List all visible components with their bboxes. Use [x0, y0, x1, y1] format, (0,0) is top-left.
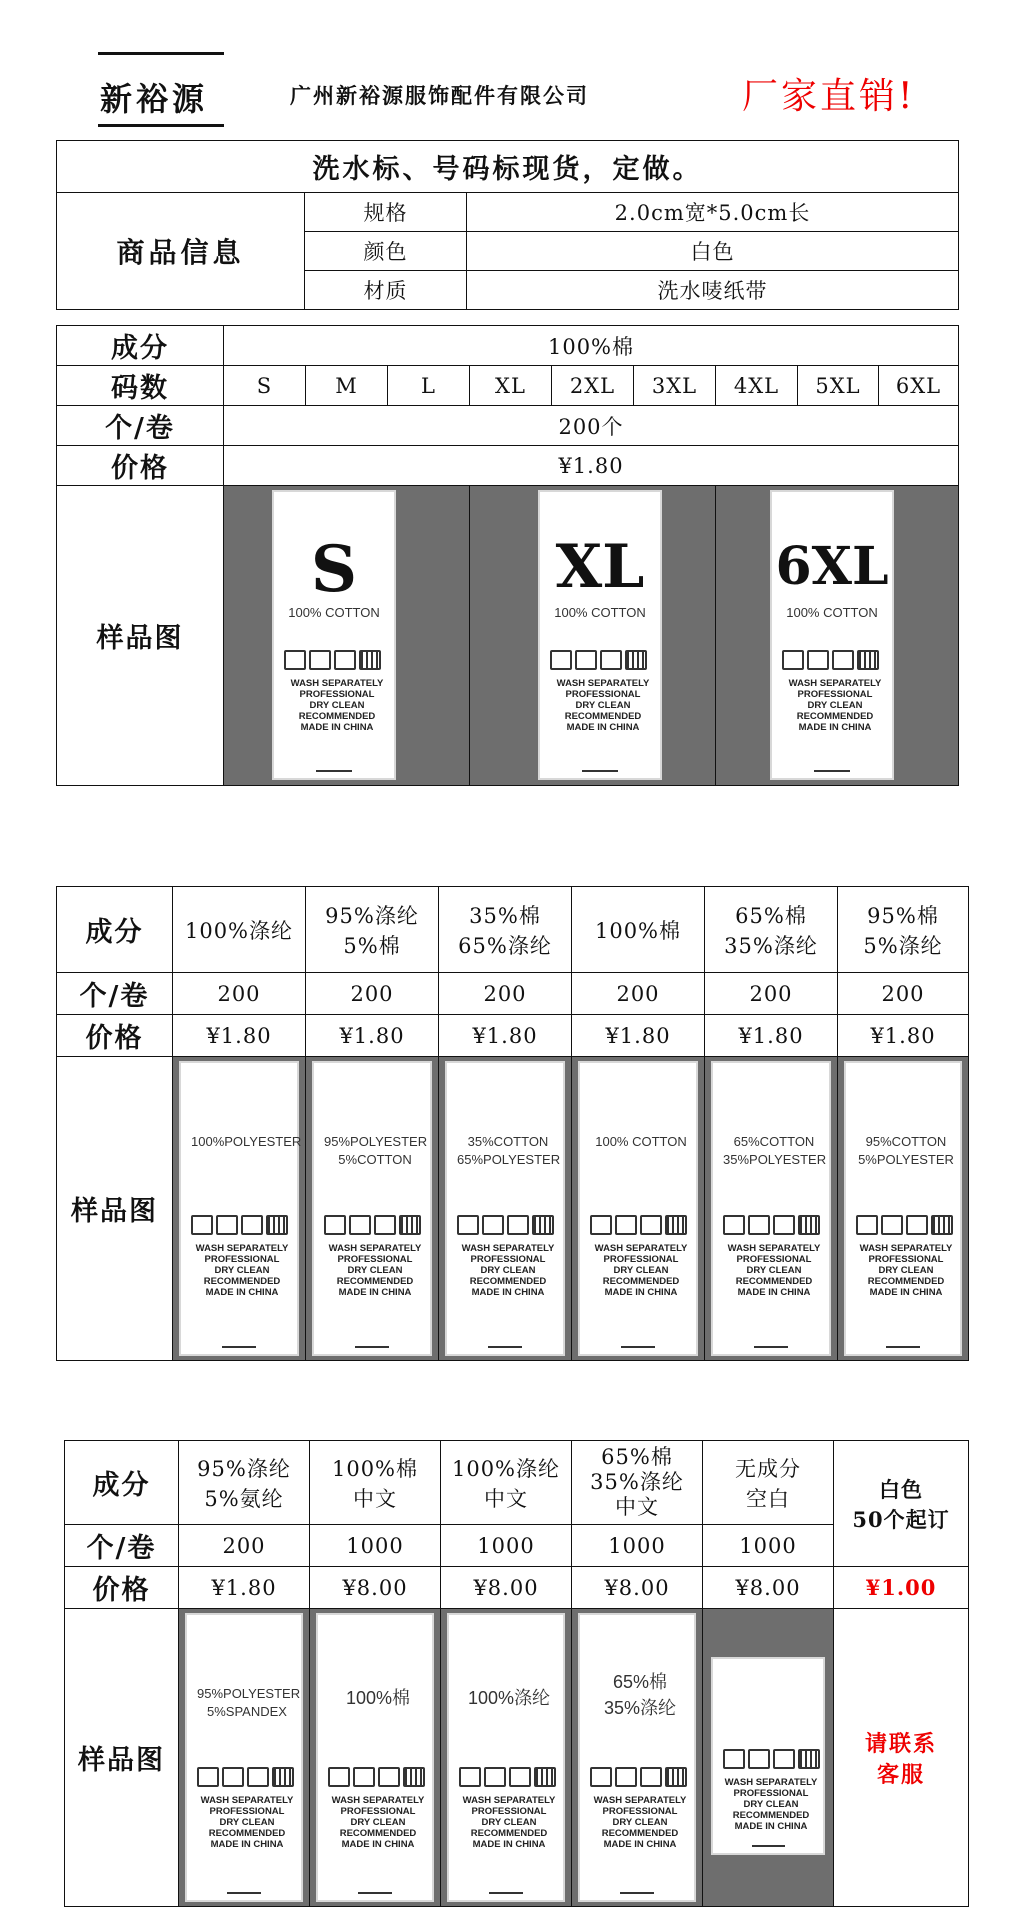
composition-label: 成分 — [57, 887, 173, 973]
dry-icon — [665, 1215, 687, 1235]
wash-icon — [324, 1215, 346, 1235]
price-value: ¥1.80 — [224, 446, 959, 486]
bleach-icon — [349, 1215, 371, 1235]
comp-cell: 35%棉 65%涤纶 — [439, 887, 572, 973]
composition-label: 成分 — [57, 326, 224, 366]
brand-top-line — [98, 52, 224, 55]
wash-icon — [590, 1215, 612, 1235]
care-label-tag — [312, 1061, 432, 1356]
iron-icon — [247, 1767, 269, 1787]
care-label-tag — [578, 1613, 696, 1902]
iron-icon — [640, 1215, 662, 1235]
care-text: WASH SEPARATELY PROFESSIONAL DRY CLEAN RECOMMENDED MADE IN CHINA — [290, 678, 384, 733]
tag-composition: 100%棉 — [345, 1688, 411, 1708]
iron-icon — [241, 1215, 263, 1235]
brand-name: 新裕源 — [100, 80, 209, 118]
care-text: WASH SEPARATELY PROFESSIONAL DRY CLEAN RECOMMENDED MADE IN CHINA — [556, 678, 650, 733]
qty-cell: 200 — [572, 973, 705, 1015]
price-cell: ¥1.80 — [439, 1015, 572, 1057]
size-label: 码数 — [57, 366, 224, 406]
wash-icon — [459, 1767, 481, 1787]
sample-cell — [306, 1057, 439, 1361]
comp-cell: 无成分 空白 — [703, 1441, 834, 1525]
care-text: WASH SEPARATELY PROFESSIONAL DRY CLEAN RECOMMENDED MADE IN CHINA — [859, 1243, 953, 1298]
per-roll-label: 个/卷 — [57, 973, 173, 1015]
company-name: 广州新裕源服饰配件有限公司 — [290, 83, 589, 108]
care-icons — [856, 1215, 953, 1237]
tag-line — [355, 1346, 390, 1348]
bleach-icon — [482, 1215, 504, 1235]
tag-line — [752, 1845, 785, 1847]
qty-cell: 200 — [306, 973, 439, 1015]
dry-icon — [931, 1215, 953, 1235]
wash-icon — [284, 650, 306, 670]
tag-composition: 35%COTTON 65%POLYESTER — [457, 1134, 561, 1167]
tag-line — [754, 1346, 789, 1348]
qty-cell: 1000 — [441, 1525, 572, 1567]
material-label: 材质 — [305, 271, 467, 310]
dry-icon — [272, 1767, 294, 1787]
dry-icon — [403, 1767, 425, 1787]
sample-cell — [572, 1057, 705, 1361]
brand-bottom-line — [98, 124, 224, 127]
qty-cell: 1000 — [572, 1525, 703, 1567]
comp-cell: 100%棉 — [572, 887, 705, 973]
iron-icon — [773, 1749, 795, 1769]
care-text: WASH SEPARATELY PROFESSIONAL DRY CLEAN RECOMMENDED MADE IN CHINA — [724, 1777, 818, 1832]
size-cell: S — [224, 366, 306, 406]
qty-cell: 200 — [179, 1525, 310, 1567]
comp-cell: 95%涤纶 5%棉 — [306, 887, 439, 973]
material-value: 洗水唛纸带 — [467, 271, 959, 310]
size-tag-xl — [538, 490, 662, 780]
size-cell: 3XL — [634, 366, 716, 406]
care-text: WASH SEPARATELY PROFESSIONAL DRY CLEAN RECOMMENDED MADE IN CHINA — [593, 1795, 687, 1850]
tag-composition: 65%棉 35%涤纶 — [603, 1672, 677, 1718]
care-icons — [590, 1767, 687, 1789]
wash-icon — [191, 1215, 213, 1235]
sample-label: 样品图 — [65, 1609, 179, 1907]
size-cell: L — [388, 366, 470, 406]
tag-line — [316, 770, 352, 772]
dry-icon — [359, 650, 381, 670]
tag-line — [621, 1346, 656, 1348]
price-cell: ¥1.80 — [306, 1015, 439, 1057]
size-tag-s — [272, 490, 396, 780]
tag-line — [620, 1892, 654, 1894]
care-icons — [723, 1215, 820, 1237]
sample-cell — [572, 1609, 703, 1907]
care-text: WASH SEPARATELY PROFESSIONAL DRY CLEAN RECOMMENDED MADE IN CHINA — [788, 678, 882, 733]
size-cell: XL — [470, 366, 552, 406]
size-label-table — [56, 325, 959, 786]
tag-line — [489, 1892, 523, 1894]
tag-line — [582, 770, 618, 772]
iron-icon — [507, 1215, 529, 1235]
qty-cell: 1000 — [310, 1525, 441, 1567]
care-text: WASH SEPARATELY PROFESSIONAL DRY CLEAN RECOMMENDED MADE IN CHINA — [727, 1243, 821, 1298]
wash-icon — [856, 1215, 878, 1235]
care-text: WASH SEPARATELY PROFESSIONAL DRY CLEAN RECOMMENDED MADE IN CHINA — [594, 1243, 688, 1298]
bleach-icon — [309, 650, 331, 670]
per-roll-label: 个/卷 — [57, 406, 224, 446]
price-cell: ¥1.80 — [838, 1015, 969, 1057]
price-cell: ¥8.00 — [572, 1567, 703, 1609]
white-price: ¥1.00 — [834, 1567, 969, 1609]
sample-cell — [439, 1057, 572, 1361]
care-label-tag — [711, 1061, 831, 1356]
comp-cell: 100%涤纶 — [173, 887, 306, 973]
care-label-tag — [711, 1657, 825, 1855]
tag-line — [358, 1892, 392, 1894]
composition-table-2 — [64, 1440, 969, 1907]
iron-icon — [773, 1215, 795, 1235]
bleach-icon — [748, 1215, 770, 1235]
composition-table-1 — [56, 886, 969, 1361]
care-text: WASH SEPARATELY PROFESSIONAL DRY CLEAN RECOMMENDED MADE IN CHINA — [200, 1795, 294, 1850]
size-cell: 2XL — [552, 366, 634, 406]
tag-composition: 100% COTTON — [786, 605, 878, 620]
sample-cell — [179, 1609, 310, 1907]
size-cell: 5XL — [798, 366, 879, 406]
tag-composition: 100%POLYESTER — [191, 1134, 302, 1149]
sample-cell — [838, 1057, 969, 1361]
care-icons — [191, 1215, 288, 1237]
care-icons — [723, 1749, 820, 1771]
dry-icon — [798, 1215, 820, 1235]
price-cell: ¥1.80 — [179, 1567, 310, 1609]
sample-cell — [703, 1609, 834, 1907]
care-icons — [328, 1767, 425, 1789]
price-cell: ¥8.00 — [441, 1567, 572, 1609]
qty-cell: 200 — [173, 973, 306, 1015]
care-icons — [457, 1215, 554, 1237]
iron-icon — [640, 1767, 662, 1787]
care-text: WASH SEPARATELY PROFESSIONAL DRY CLEAN RECOMMENDED MADE IN CHINA — [328, 1243, 422, 1298]
tag-composition: 95%POLYESTER 5%COTTON — [324, 1134, 428, 1167]
wash-icon — [590, 1767, 612, 1787]
tag-size-text: XL — [555, 532, 645, 602]
tag-line — [227, 1892, 261, 1894]
dry-icon — [399, 1215, 421, 1235]
care-icons — [324, 1215, 421, 1237]
dry-icon — [665, 1767, 687, 1787]
wash-icon — [550, 650, 572, 670]
price-label: 价格 — [57, 446, 224, 486]
iron-icon — [600, 650, 622, 670]
qty-cell: 200 — [838, 973, 969, 1015]
product-info-table — [56, 140, 959, 310]
iron-icon — [374, 1215, 396, 1235]
tag-composition: 100% COTTON — [554, 605, 646, 620]
care-text: WASH SEPARATELY PROFESSIONAL DRY CLEAN RECOMMENDED MADE IN CHINA — [195, 1243, 289, 1298]
tag-composition: 100%涤纶 — [467, 1688, 551, 1708]
bleach-icon — [575, 650, 597, 670]
price-label: 价格 — [65, 1567, 179, 1609]
bleach-icon — [484, 1767, 506, 1787]
sample-cell — [441, 1609, 572, 1907]
size-tag-6xl — [770, 490, 894, 780]
care-label-tag — [844, 1061, 962, 1356]
dry-icon — [798, 1749, 820, 1769]
tag-composition: 100% COTTON — [288, 605, 380, 620]
sample-cell — [470, 486, 716, 786]
wash-icon — [782, 650, 804, 670]
bleach-icon — [222, 1767, 244, 1787]
tag-size-text: 6XL — [775, 536, 889, 597]
tag-composition: 100% COTTON — [595, 1134, 687, 1149]
care-text: WASH SEPARATELY PROFESSIONAL DRY CLEAN RECOMMENDED MADE IN CHINA — [461, 1243, 555, 1298]
iron-icon — [378, 1767, 400, 1787]
white-min-order-note: 白色 50个起订 — [834, 1441, 969, 1567]
tag-size-text: S — [310, 532, 358, 607]
care-label-tag — [445, 1061, 565, 1356]
care-icons — [550, 650, 647, 672]
color-label: 颜色 — [305, 232, 467, 271]
care-icons — [459, 1767, 556, 1789]
comp-cell: 65%棉 35%涤纶 — [705, 887, 838, 973]
color-value: 白色 — [467, 232, 959, 271]
care-label-tag — [316, 1613, 434, 1902]
price-cell: ¥8.00 — [310, 1567, 441, 1609]
wash-icon — [723, 1749, 745, 1769]
wash-icon — [197, 1767, 219, 1787]
tag-line — [814, 770, 850, 772]
price-label: 价格 — [57, 1015, 173, 1057]
bleach-icon — [615, 1215, 637, 1235]
spec-label: 规格 — [305, 193, 467, 232]
tag-composition: 95%COTTON 5%POLYESTER — [858, 1134, 954, 1167]
bleach-icon — [881, 1215, 903, 1235]
dry-icon — [266, 1215, 288, 1235]
care-icons — [782, 650, 879, 672]
table-title: 洗水标、号码标现货，定做。 — [57, 141, 959, 193]
sample-label: 样品图 — [57, 486, 224, 786]
sample-cell — [716, 486, 959, 786]
comp-cell: 65%棉 35%涤纶 中文 — [572, 1441, 703, 1525]
composition-value: 100%棉 — [224, 326, 959, 366]
per-roll-value: 200个 — [224, 406, 959, 446]
dry-icon — [534, 1767, 556, 1787]
slogan: 厂家直销! — [742, 76, 916, 117]
comp-cell: 95%涤纶 5%氨纶 — [179, 1441, 310, 1525]
qty-cell: 1000 — [703, 1525, 834, 1567]
bleach-icon — [615, 1767, 637, 1787]
iron-icon — [509, 1767, 531, 1787]
price-cell: ¥8.00 — [703, 1567, 834, 1609]
dry-icon — [625, 650, 647, 670]
contact-service-note: 请联系 客服 — [834, 1609, 969, 1907]
dry-icon — [532, 1215, 554, 1235]
bleach-icon — [748, 1749, 770, 1769]
tag-line — [886, 1346, 920, 1348]
care-icons — [284, 650, 381, 672]
wash-icon — [328, 1767, 350, 1787]
care-label-tag — [185, 1613, 303, 1902]
price-cell: ¥1.80 — [572, 1015, 705, 1057]
care-text: WASH SEPARATELY PROFESSIONAL DRY CLEAN RECOMMENDED MADE IN CHINA — [462, 1795, 556, 1850]
sample-label: 样品图 — [57, 1057, 173, 1361]
iron-icon — [832, 650, 854, 670]
care-icons — [590, 1215, 687, 1237]
spec-value: 2.0cm宽*5.0cm长 — [467, 193, 959, 232]
sample-cell — [173, 1057, 306, 1361]
sample-cell — [310, 1609, 441, 1907]
care-label-tag — [179, 1061, 302, 1356]
bleach-icon — [216, 1215, 238, 1235]
tag-composition: 65%COTTON 35%POLYESTER — [723, 1134, 827, 1167]
care-text: WASH SEPARATELY PROFESSIONAL DRY CLEAN RECOMMENDED MADE IN CHINA — [331, 1795, 425, 1850]
sample-cell — [224, 486, 470, 786]
price-cell: ¥1.80 — [173, 1015, 306, 1057]
tag-composition: 95%POLYESTER 5%SPANDEX — [197, 1686, 301, 1719]
wash-icon — [723, 1215, 745, 1235]
dry-icon — [857, 650, 879, 670]
size-cell: 6XL — [879, 366, 959, 406]
bleach-icon — [807, 650, 829, 670]
qty-cell: 200 — [439, 973, 572, 1015]
iron-icon — [334, 650, 356, 670]
size-cell: M — [306, 366, 388, 406]
price-cell: ¥1.80 — [705, 1015, 838, 1057]
comp-cell: 100%涤纶 中文 — [441, 1441, 572, 1525]
care-label-tag — [578, 1061, 698, 1356]
info-label: 商品信息 — [57, 193, 305, 310]
comp-cell: 95%棉 5%涤纶 — [838, 887, 969, 973]
comp-cell: 100%棉 中文 — [310, 1441, 441, 1525]
wash-icon — [457, 1215, 479, 1235]
size-cell: 4XL — [716, 366, 798, 406]
sample-cell — [705, 1057, 838, 1361]
tag-line — [222, 1346, 257, 1348]
care-label-tag — [447, 1613, 565, 1902]
per-roll-label: 个/卷 — [65, 1525, 179, 1567]
qty-cell: 200 — [705, 973, 838, 1015]
composition-label: 成分 — [65, 1441, 179, 1525]
bleach-icon — [353, 1767, 375, 1787]
iron-icon — [906, 1215, 928, 1235]
care-icons — [197, 1767, 294, 1789]
tag-line — [488, 1346, 523, 1348]
